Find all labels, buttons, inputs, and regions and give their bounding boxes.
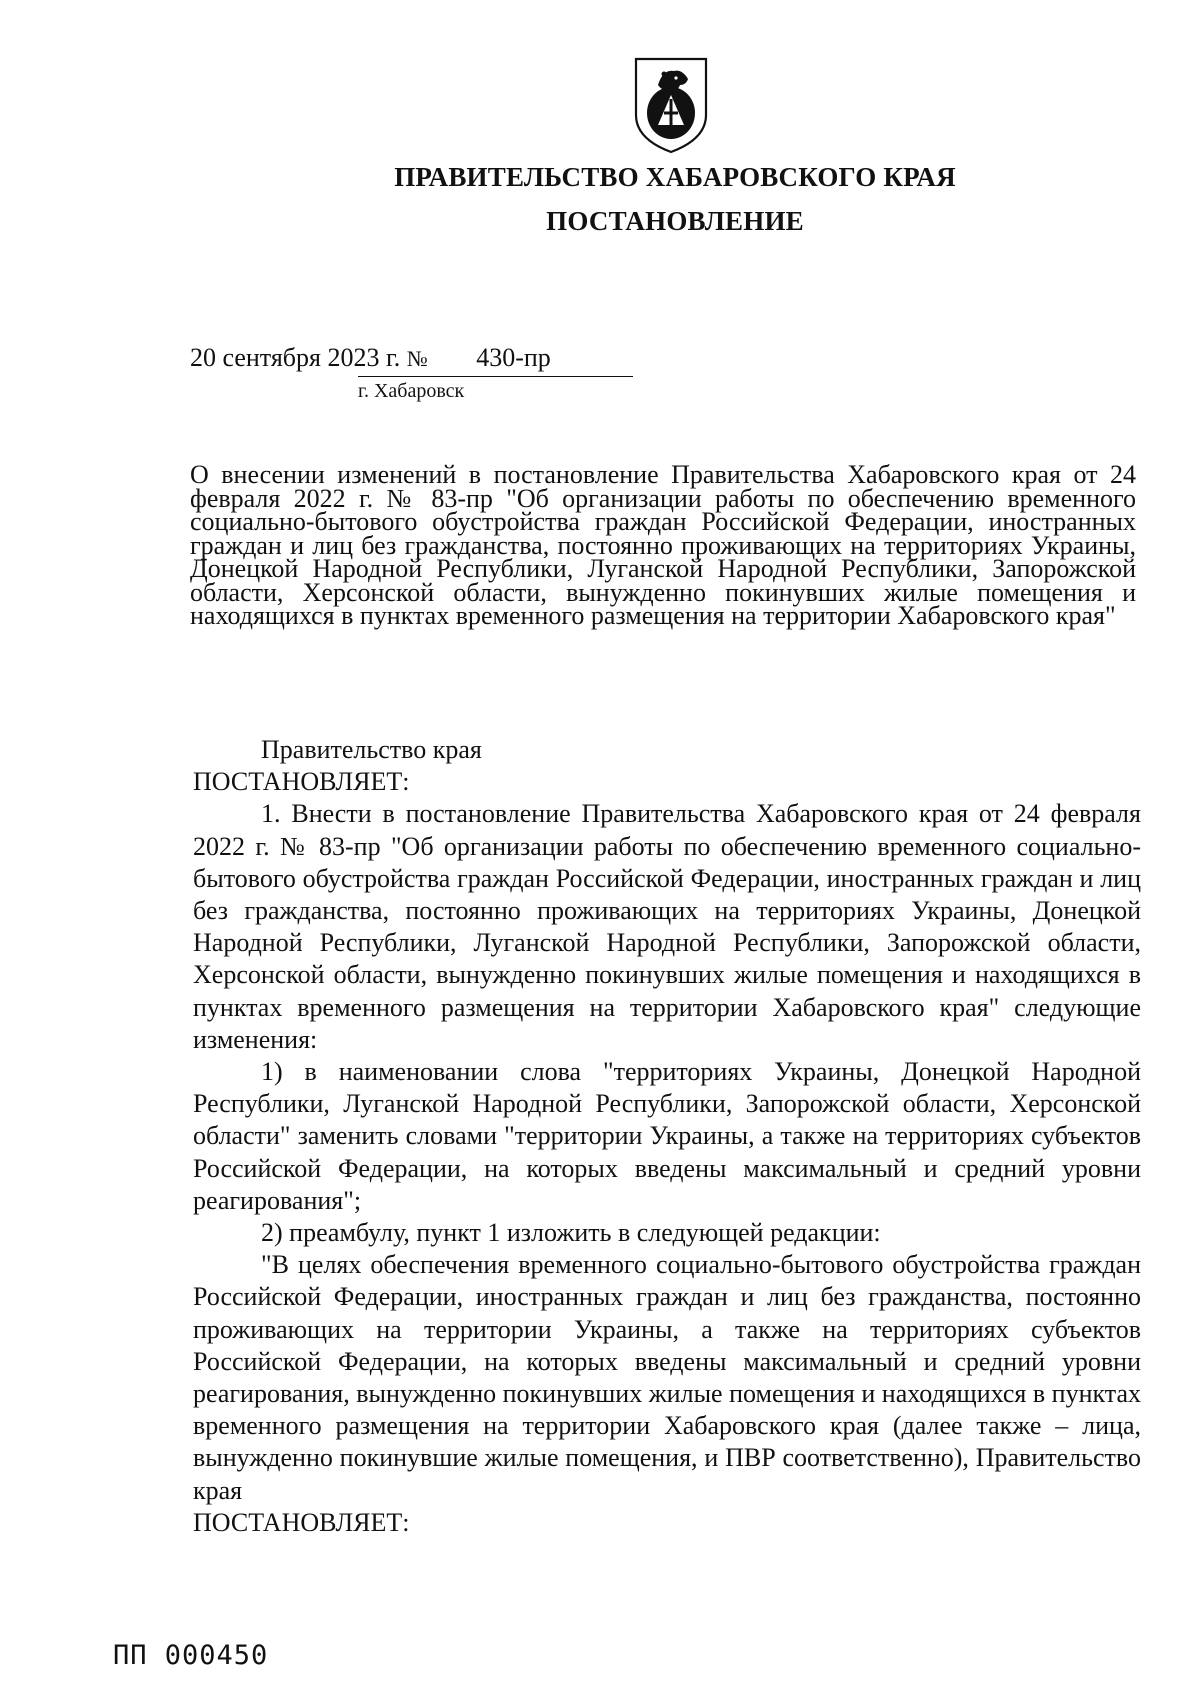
body-intro: Правительство края bbox=[261, 735, 482, 764]
document-number: 430-пр bbox=[476, 343, 551, 372]
body-subitem-1: 1) в наименовании слова "территориях Украины, Донецкой Народной Республики, Луганской Народной Республики, Запорожской области, Херсонской области" заменить словами "территории Украины, а также на территориях субъектов Российской Федерации, на которых введены максимальный и средний уровни реагирования"; bbox=[193, 1057, 1141, 1215]
body-quote: "В целях обеспечения временного социально-бытового обустройства граждан Российской Федерации, иностранных граждан и лиц без гражданства, постоянно проживающих на территории Украины, а также на территориях субъектов Российской Федерации, на которых введены максимальный и средний уровни реагирования, вынужденно покинувших жилые помещения и находящихся в пунктах временного размещения на территории Хабаровского края (далее также – лица, вынужденно покинувшие жилые помещения, и ПВР соответственно), Правительство края bbox=[193, 1250, 1141, 1505]
organization-title: ПРАВИТЕЛЬСТВО ХАБАРОВСКОГО КРАЯ bbox=[394, 162, 956, 192]
document-body bbox=[193, 734, 1141, 1539]
body-item-1: 1. Внести в постановление Правительства Хабаровского края от 24 февраля 2022 г. № 83-пр "Об организации работы по обеспечению временного социально-бытового обустройства граждан Российской Федерации, иностранных граждан и лиц без гражданства, постоянно проживающих на территориях Украины, Донецкой Народной Республики, Луганской Народной Республики, Запорожской области, Херсонской области, вынужденно покинувших жилые помещения и находящихся в пунктах временного размещения на территории Хабаровского края" следующие изменения: bbox=[193, 799, 1141, 1054]
date-number-line bbox=[190, 343, 611, 373]
coat-of-arms-icon bbox=[630, 55, 712, 155]
document-city: г. Хабаровск bbox=[358, 380, 465, 402]
number-underline bbox=[358, 376, 633, 377]
body-subitem-2: 2) преамбулу, пункт 1 изложить в следующей редакции: bbox=[261, 1218, 881, 1248]
document-type-title: ПОСТАНОВЛЕНИЕ bbox=[546, 206, 804, 236]
number-sign: № bbox=[406, 346, 428, 371]
document-subject: О внесении изменений в постановление Правительства Хабаровского края от 24 февраля 2022 г. № 83-пр "Об организации работы по обеспечению временного социально-бытового обустройства граждан Российской Федерации, иностранных граждан и лиц без гражданства, постоянно проживающих на территориях Украины, Донецкой Народной Республики, Луганской Народной Республики, Запорожской области, Херсонской области, вынужденно покинувших жилые помещения и находящихся в пунктах временного размещения на территории Хабаровского края" bbox=[190, 460, 1136, 630]
body-resolves-2: ПОСТАНОВЛЯЕТ: bbox=[193, 1507, 410, 1537]
body-resolves: ПОСТАНОВЛЯЕТ: bbox=[193, 767, 410, 797]
document-date: 20 сентября 2023 г. bbox=[190, 343, 401, 372]
footer-form-code: ПП 000450 bbox=[113, 1640, 269, 1671]
